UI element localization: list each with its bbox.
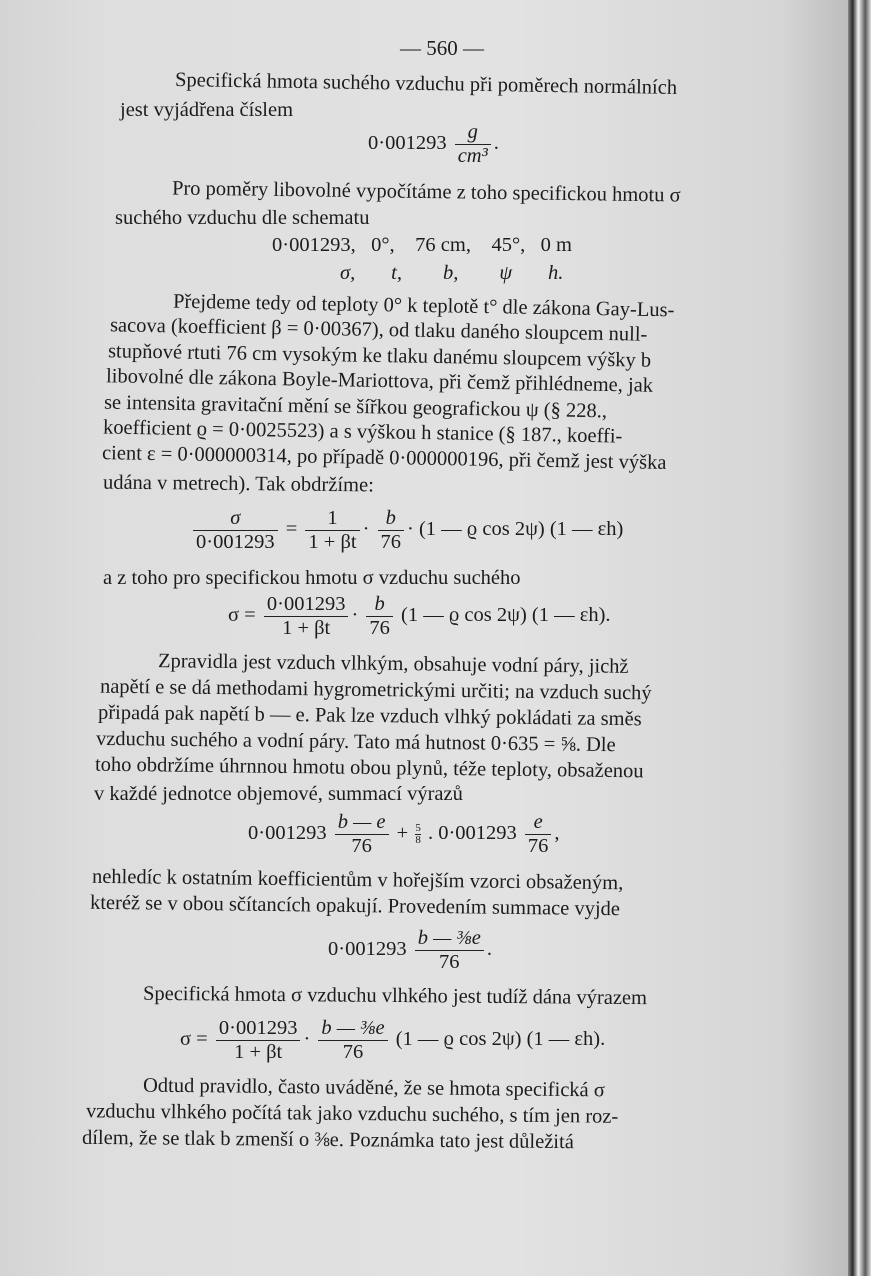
schema-value: 0 m <box>540 234 572 256</box>
fraction: $\frac{e}{76}$ <box>525 812 552 857</box>
paragraph-line: dílem, že se tlak b zmenší o ⅜e. Poznámka tato jest důležitá <box>81 1126 574 1154</box>
equation-summed: 0·001293 $\frac{\text{b — ⅜e}}{76}$ . <box>328 927 493 973</box>
schema-symbols <box>340 262 563 285</box>
unit-fraction <box>455 122 491 167</box>
paragraph-line: jest vyjádřena číslem <box>120 99 294 121</box>
small-fraction: $\frac{5}{8}$ <box>415 822 421 847</box>
paragraph-line: libovolné dle zákona Boyle-Mariottova, při čemž přihlédneme, jak <box>105 365 654 397</box>
paragraph-line: Přejdeme tedy od teploty 0° k teplotě t° dle zákona Gay-Lus- <box>172 290 675 322</box>
paragraph-line: a z toho pro specifickou hmotu σ vzduchu suchého <box>103 567 521 589</box>
paragraph-line: Odtud pravidlo, často uváděné, že se hmota specifická σ <box>142 1074 605 1102</box>
schema-symbol: ψ <box>499 262 513 284</box>
paragraph-line: vzduchu suchého a vodní páry. Tato má hutnost 0·635 = ⅝. Dle <box>95 727 616 757</box>
schema-symbol: σ, <box>340 262 356 284</box>
equation-ratio: $\frac{\sigma}{0\cdot 001293}$ = $\frac{1}{1 + \beta t}$ · $\frac{b}{76}$ · (1 — ϱ cos 2ψ) (1 — εh) <box>190 508 623 553</box>
schema-symbol: h. <box>547 262 564 284</box>
fraction: $\frac{\text{b — ⅜e}}{76}$ <box>415 928 484 973</box>
fraction: $\frac{0\cdot 001293}{1 + \beta t}$ <box>264 594 349 639</box>
fraction: $\frac{\text{b — ⅜e}}{76}$ <box>318 1018 387 1063</box>
paragraph-line: cient ε = 0·000000314, po případě 0·000000196, při čemž jest výška <box>101 442 667 474</box>
equation-density-normal: 0·001293 $\frac{g}{\text{cm³}}$ . <box>368 121 499 167</box>
paragraph-line: Specifická hmota suchého vzduchu při poměrech normálních <box>174 69 678 99</box>
paragraph-line: nehledíc k ostatním koefficientům v hořejším vzorci obsaženým, <box>91 865 624 895</box>
schema-value: 76 cm, <box>415 234 471 256</box>
paragraph-line: Zpravidla jest vzduch vlhkým, obsahuje vodní páry, jichž <box>157 650 629 678</box>
paragraph-line: Pro poměry libovolné vypočítáme z toho specifickou hmotu σ <box>171 177 681 207</box>
schema-value: 0·001293, <box>272 234 356 256</box>
paragraph-line: připadá pak napětí b — e. Pak lze vzduch vlhký pokládati za směs <box>97 701 642 731</box>
paragraph-line: vzduchu vlhkého počítá tak jako vzduchu suchého, s tím jen roz- <box>85 1100 619 1128</box>
paragraph-line: kteréž se v obou sčítancích opakují. Provedením summace vyjde <box>89 891 621 921</box>
schema-value: 0°, <box>371 234 395 256</box>
equation-sum: 0·001293 $\frac{b — e}{76}$ + $\frac{5}{8}$ . 0·001293 $\frac{e}{76}$ , <box>248 811 560 857</box>
schema-values <box>272 234 572 257</box>
paragraph-line: suchého vzduchu dle schematu <box>115 207 370 229</box>
paragraph-line: udána v metrech). Tak obdržíme: <box>102 471 374 497</box>
book-spine-shadow <box>848 0 871 1276</box>
equation-humid-air: σ = $\frac{0\cdot 001293}{1 + \beta t}$ · $\frac{\text{b — ⅜e}}{76}$ (1 — ϱ cos 2ψ) (1 — εh). <box>180 1017 606 1063</box>
schema-value: 45°, <box>491 234 526 256</box>
paragraph-line: Specifická hmota σ vzduchu vlhkého jest tudíž dána výrazem <box>142 982 648 1010</box>
fraction: $\frac{0\cdot 001293}{1 + \beta t}$ <box>216 1018 301 1063</box>
paragraph-line: stupňové rtuti 76 cm vysokým ke tlaku danému sloupcem výšky b <box>107 340 652 372</box>
fraction: $\frac{b}{76}$ <box>378 508 405 553</box>
paragraph-line: sacova (koefficient β = 0·00367), od tlaku daného sloupcem null- <box>109 314 648 346</box>
equation-dry-air: σ = $\frac{0\cdot 001293}{1 + \beta t}$ · $\frac{b}{76}$ (1 — ϱ cos 2ψ) (1 — εh). <box>228 593 611 639</box>
page-number: — 560 — <box>400 36 484 60</box>
fraction: $\frac{b — e}{76}$ <box>335 812 389 857</box>
eq-number: 0·001293 <box>368 132 447 155</box>
unit-numerator: g <box>455 122 491 145</box>
paragraph-line: v každé jednotce objemové, summací výrazů <box>94 783 463 805</box>
paragraph-line: napětí e se dá methodami hygrometrickými určiti; na vzduch suchý <box>99 675 652 705</box>
fraction: $\frac{1}{1 + \beta t}$ <box>305 508 359 553</box>
fraction: $\frac{\sigma}{0\cdot 001293}$ <box>193 508 278 553</box>
paragraph-line: koefficient ϱ = 0·0025523) a s výškou h stanice (§ 187., koeffi- <box>102 416 623 448</box>
unit-denominator: cm³ <box>457 144 488 167</box>
fraction: $\frac{b}{76}$ <box>366 594 393 639</box>
paragraph-line: se intensita gravitační mění se šířkou geografickou ψ (§ 228., <box>103 391 608 423</box>
schema-symbol: t, <box>391 262 402 284</box>
paragraph-line: toho obdržíme úhrnnou hmotu obou plynů, téže teploty, obsaženou <box>94 753 644 783</box>
schema-symbol: b, <box>442 262 459 284</box>
